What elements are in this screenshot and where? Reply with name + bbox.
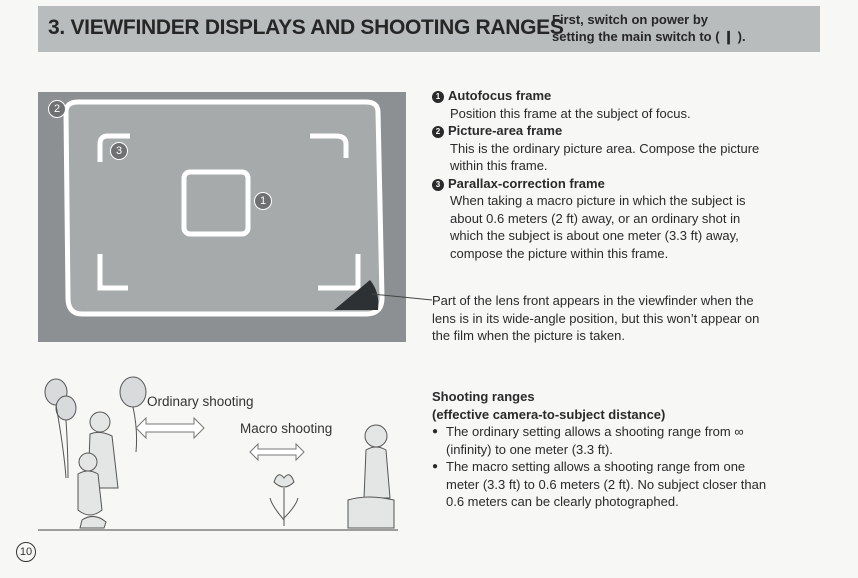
section-title: 3. VIEWFINDER DISPLAYS AND SHOOTING RANGES	[48, 16, 564, 39]
badge-1: 1	[432, 91, 444, 103]
item-picture-area	[432, 122, 812, 175]
kneeling-girl	[348, 425, 394, 528]
marker-1: 1	[254, 192, 272, 210]
item-line: When taking a macro picture in which the subject is	[450, 193, 746, 208]
ordinary-shooting-label: Ordinary shooting	[147, 394, 254, 409]
badge-3: 3	[432, 179, 444, 191]
item-line: within this frame.	[450, 158, 548, 173]
ranges-subheading: (effective camera-to-subject distance)	[432, 406, 666, 422]
lens-note-line: the film when the picture is taken.	[432, 328, 625, 343]
shooting-ranges	[432, 388, 812, 511]
marker-3: 3	[110, 142, 128, 160]
item-autofocus	[432, 87, 812, 122]
viewfinder-diagram	[38, 92, 406, 342]
item-title: Autofocus frame	[448, 88, 552, 103]
page-number: 10	[16, 542, 36, 562]
power-instruction-line-2: setting the main switch to ( ❙ ).	[552, 29, 746, 44]
macro-range-arrow	[250, 444, 304, 460]
range-bullet-macro: ● The macro setting allows a shooting range from one meter (3.3 ft) to 0.6 meters (2 ft). No subject closer than 0.6 meters can be clearly photographed.	[432, 458, 812, 511]
header-band	[38, 6, 820, 52]
ordinary-range-arrow	[136, 418, 204, 438]
macro-shooting-label: Macro shooting	[240, 421, 333, 436]
item-line: about 0.6 meters (2 ft) away, or an ordinary shot in	[450, 210, 741, 226]
tulip	[270, 475, 298, 526]
badge-2: 2	[432, 126, 444, 138]
item-line: which the subject is about one meter (3.3 ft) away,	[450, 228, 739, 243]
item-line: Position this frame at the subject of focus.	[450, 105, 691, 121]
item-title: Picture-area frame	[448, 123, 563, 138]
item-parallax	[432, 175, 812, 263]
lens-leader-line	[372, 292, 434, 304]
marker-2: 2	[48, 100, 66, 118]
shooting-illustration	[38, 370, 400, 540]
power-instruction	[552, 11, 746, 45]
ranges-heading: Shooting ranges	[432, 389, 535, 404]
lens-note	[432, 292, 812, 345]
frame-descriptions	[432, 87, 812, 262]
lens-note-line: Part of the lens front appears in the viewfinder when the	[432, 293, 754, 308]
range-bullet-ordinary: ● The ordinary setting allows a shooting range from ∞ (infinity) to one meter (3.3 ft).	[432, 423, 812, 458]
item-line: This is the ordinary picture area. Compose the picture	[450, 140, 760, 156]
viewfinder-frames	[38, 92, 406, 342]
lens-note-line: lens is in its wide-angle position, but this won’t appear on	[432, 310, 760, 326]
parent-child-figures	[78, 412, 118, 528]
item-title: Parallax-correction frame	[448, 175, 605, 191]
power-instruction-line-1: First, switch on power by	[552, 12, 709, 27]
item-line: compose the picture within this frame.	[450, 245, 669, 261]
